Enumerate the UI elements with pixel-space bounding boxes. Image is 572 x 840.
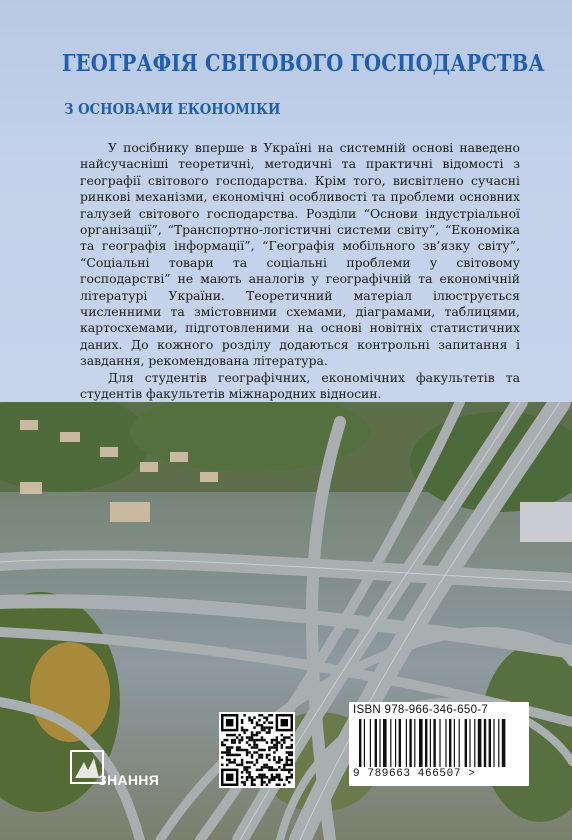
isbn-barcode-block [349, 702, 529, 786]
publisher-name: ЗНАННЯ [98, 772, 160, 788]
book-subtitle: З ОСНОВАМИ ЕКОНОМІКИ [64, 100, 281, 118]
barcode-digits: 9 789663 466507 > [353, 768, 476, 780]
qr-code [219, 712, 295, 788]
description-paragraph: У посібнику вперше в Україні на системній основі наведено найсучасніші теоретичні, методичні та практичні відомості з географії світового господарства. Крім того, висвітлено сучасні ринкові механізми, економічні особливості та проблеми основних галузей світового господарства. Розділи “Основи індустріальної організації”, “Транспортно-логістичні системи світу”, “Економіка та географія інформації”, “Географія мобільного зв’язку світу”, “Соціальні товари та соціальні проблеми у світовому господарстві” не мають аналогів у географічній та економічній літературі України. Теоретичний матеріал ілюструється численними та змістовними схемами, діаграмами, таблицями, картосхемами, підготовленими на основі новітніх статистичних даних. До кожного розділу додаються контрольні запитання і завдання, рекомендована література. [80, 140, 520, 369]
description-panel [0, 0, 572, 402]
book-description [80, 140, 520, 403]
publisher-logo [70, 750, 182, 790]
barcode [355, 719, 523, 769]
book-title: ГЕОГРАФІЯ СВІТОВОГО ГОСПОДАРСТВА [62, 50, 545, 77]
isbn-number: ISBN 978-966-346-650-7 [353, 704, 489, 716]
audience-paragraph: Для студентів географічних, економічних факультетів та студентів факультетів міжнародних відносин. [80, 369, 520, 402]
